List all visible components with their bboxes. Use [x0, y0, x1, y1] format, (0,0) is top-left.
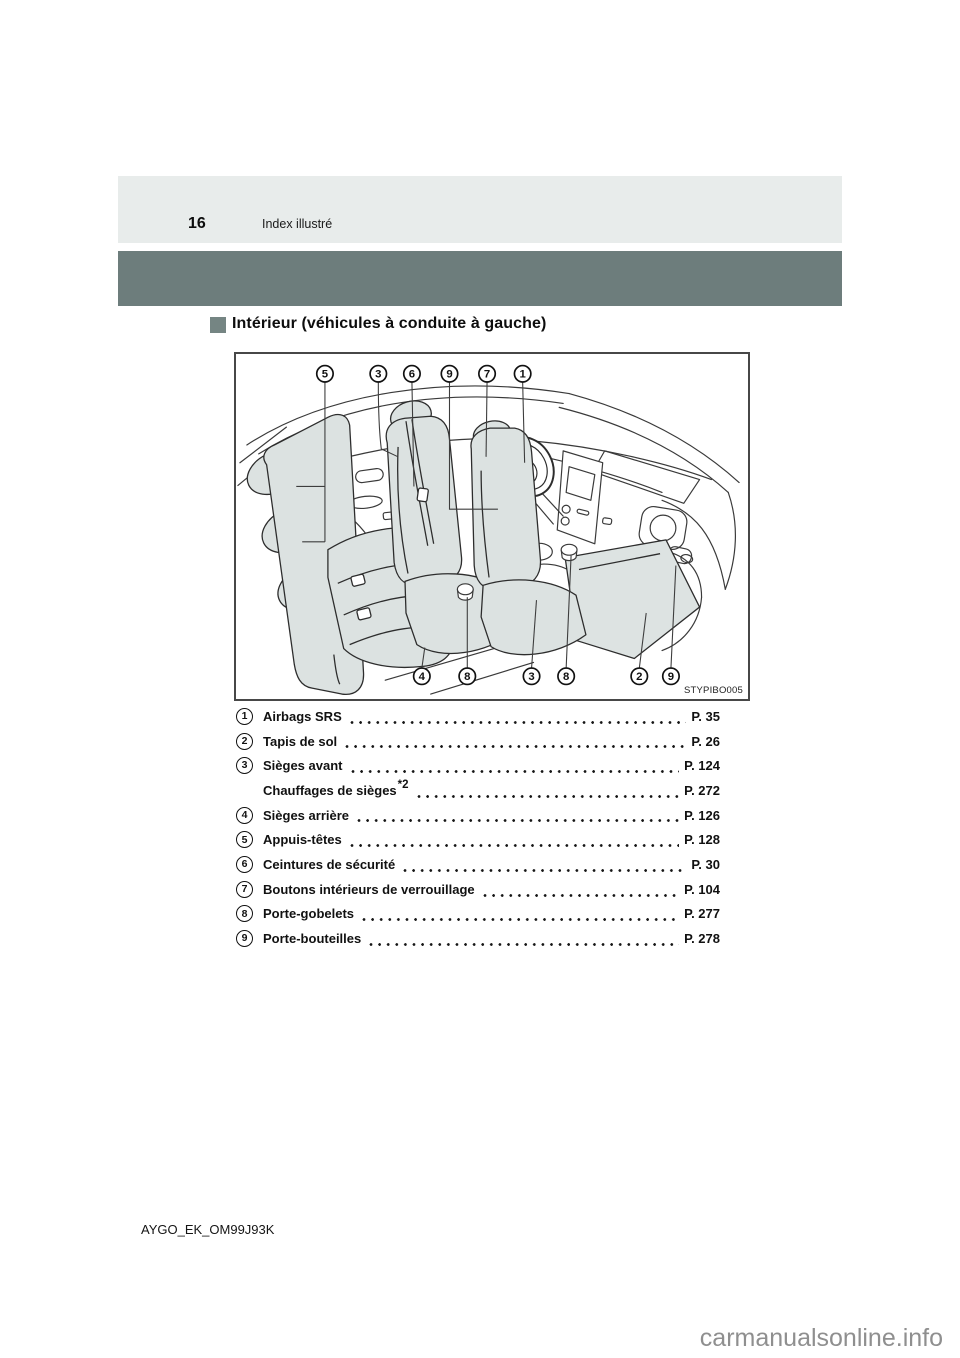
- watermark: carmanualsonline.info: [699, 1324, 943, 1352]
- callout-number: 2: [636, 671, 643, 684]
- callout-number: 8: [464, 671, 471, 684]
- car-interior-illustration: [236, 354, 748, 699]
- figure-code: STYPIBO005: [683, 685, 743, 696]
- list-item: [236, 803, 720, 828]
- item-page-ref: P. 277: [684, 906, 720, 922]
- item-page-ref: P. 272: [684, 782, 720, 798]
- callout-number: 3: [528, 671, 535, 684]
- dot-leader: [350, 843, 679, 848]
- dot-leader: [417, 794, 680, 799]
- item-label: Boutons intérieurs de verrouillage: [263, 881, 475, 897]
- square-bullet-icon: [210, 317, 226, 333]
- header-title: Index illustré: [262, 217, 333, 231]
- list-item: [236, 753, 720, 778]
- item-label: Sièges avant: [263, 758, 343, 774]
- item-number-badge: 9: [236, 930, 253, 947]
- header-band: [118, 176, 842, 243]
- callout-number: 9: [446, 368, 453, 381]
- item-number-badge: 7: [236, 881, 253, 898]
- item-page-ref: P. 128: [684, 832, 720, 848]
- section-title: Intérieur (véhicules à conduite à gauche): [232, 315, 547, 332]
- item-label: Porte-gobelets: [263, 906, 355, 922]
- item-label: Ceintures de sécurité: [263, 856, 396, 872]
- list-item: [236, 926, 720, 951]
- item-number-badge: 4: [236, 807, 253, 824]
- list-item: [236, 902, 720, 927]
- page-number: 16: [188, 215, 206, 232]
- item-label: Sièges arrière: [263, 807, 350, 823]
- item-page-ref: P. 35: [691, 708, 720, 724]
- item-page-ref: P. 126: [684, 807, 720, 823]
- dot-leader: [350, 720, 687, 725]
- item-number-badge: 8: [236, 905, 253, 922]
- dot-leader: [345, 744, 686, 749]
- item-number-badge: 2: [236, 733, 253, 750]
- item-label: Appuis-têtes: [263, 832, 342, 848]
- dot-leader: [362, 917, 679, 922]
- document-code: AYGO_EK_OM99J93K: [141, 1222, 275, 1237]
- item-page-ref: P. 104: [684, 881, 720, 897]
- dot-leader: [403, 868, 686, 873]
- callout-number: 6: [408, 368, 416, 381]
- callout-number: 7: [483, 368, 491, 381]
- interior-figure: [234, 352, 750, 701]
- item-number-badge: 1: [236, 708, 253, 725]
- dot-leader: [369, 942, 679, 947]
- section-heading: [210, 315, 546, 333]
- item-page-ref: P. 26: [691, 733, 720, 749]
- item-footnote-marker: *2: [397, 779, 409, 792]
- dot-leader: [351, 769, 680, 774]
- callout-number: 8: [562, 671, 570, 684]
- callout-number: 4: [418, 671, 425, 684]
- section-accent-bar: [118, 251, 842, 306]
- callout-number: 5: [321, 368, 329, 381]
- callout-number: 3: [375, 368, 382, 381]
- callout-number: 9: [667, 671, 675, 684]
- list-item: [236, 827, 720, 852]
- dot-leader: [357, 818, 679, 823]
- list-item: [236, 778, 720, 803]
- item-number-badge: 6: [236, 856, 253, 873]
- item-number-badge: 5: [236, 831, 253, 848]
- item-page-ref: P. 30: [691, 856, 720, 872]
- list-item: [236, 704, 720, 729]
- item-label: Tapis de sol: [263, 733, 338, 749]
- item-number-badge: 3: [236, 757, 253, 774]
- item-page-ref: P. 278: [684, 931, 720, 947]
- item-label: Airbags SRS: [263, 708, 342, 724]
- item-label: Chauffages de sièges: [263, 782, 397, 798]
- illustrated-index-list: [236, 704, 720, 951]
- list-item: [236, 877, 720, 902]
- callout-number: 1: [519, 368, 526, 381]
- item-label: Porte-bouteilles: [263, 931, 362, 947]
- list-item: [236, 852, 720, 877]
- item-page-ref: P. 124: [684, 758, 720, 774]
- list-item: [236, 729, 720, 754]
- dot-leader: [483, 893, 679, 898]
